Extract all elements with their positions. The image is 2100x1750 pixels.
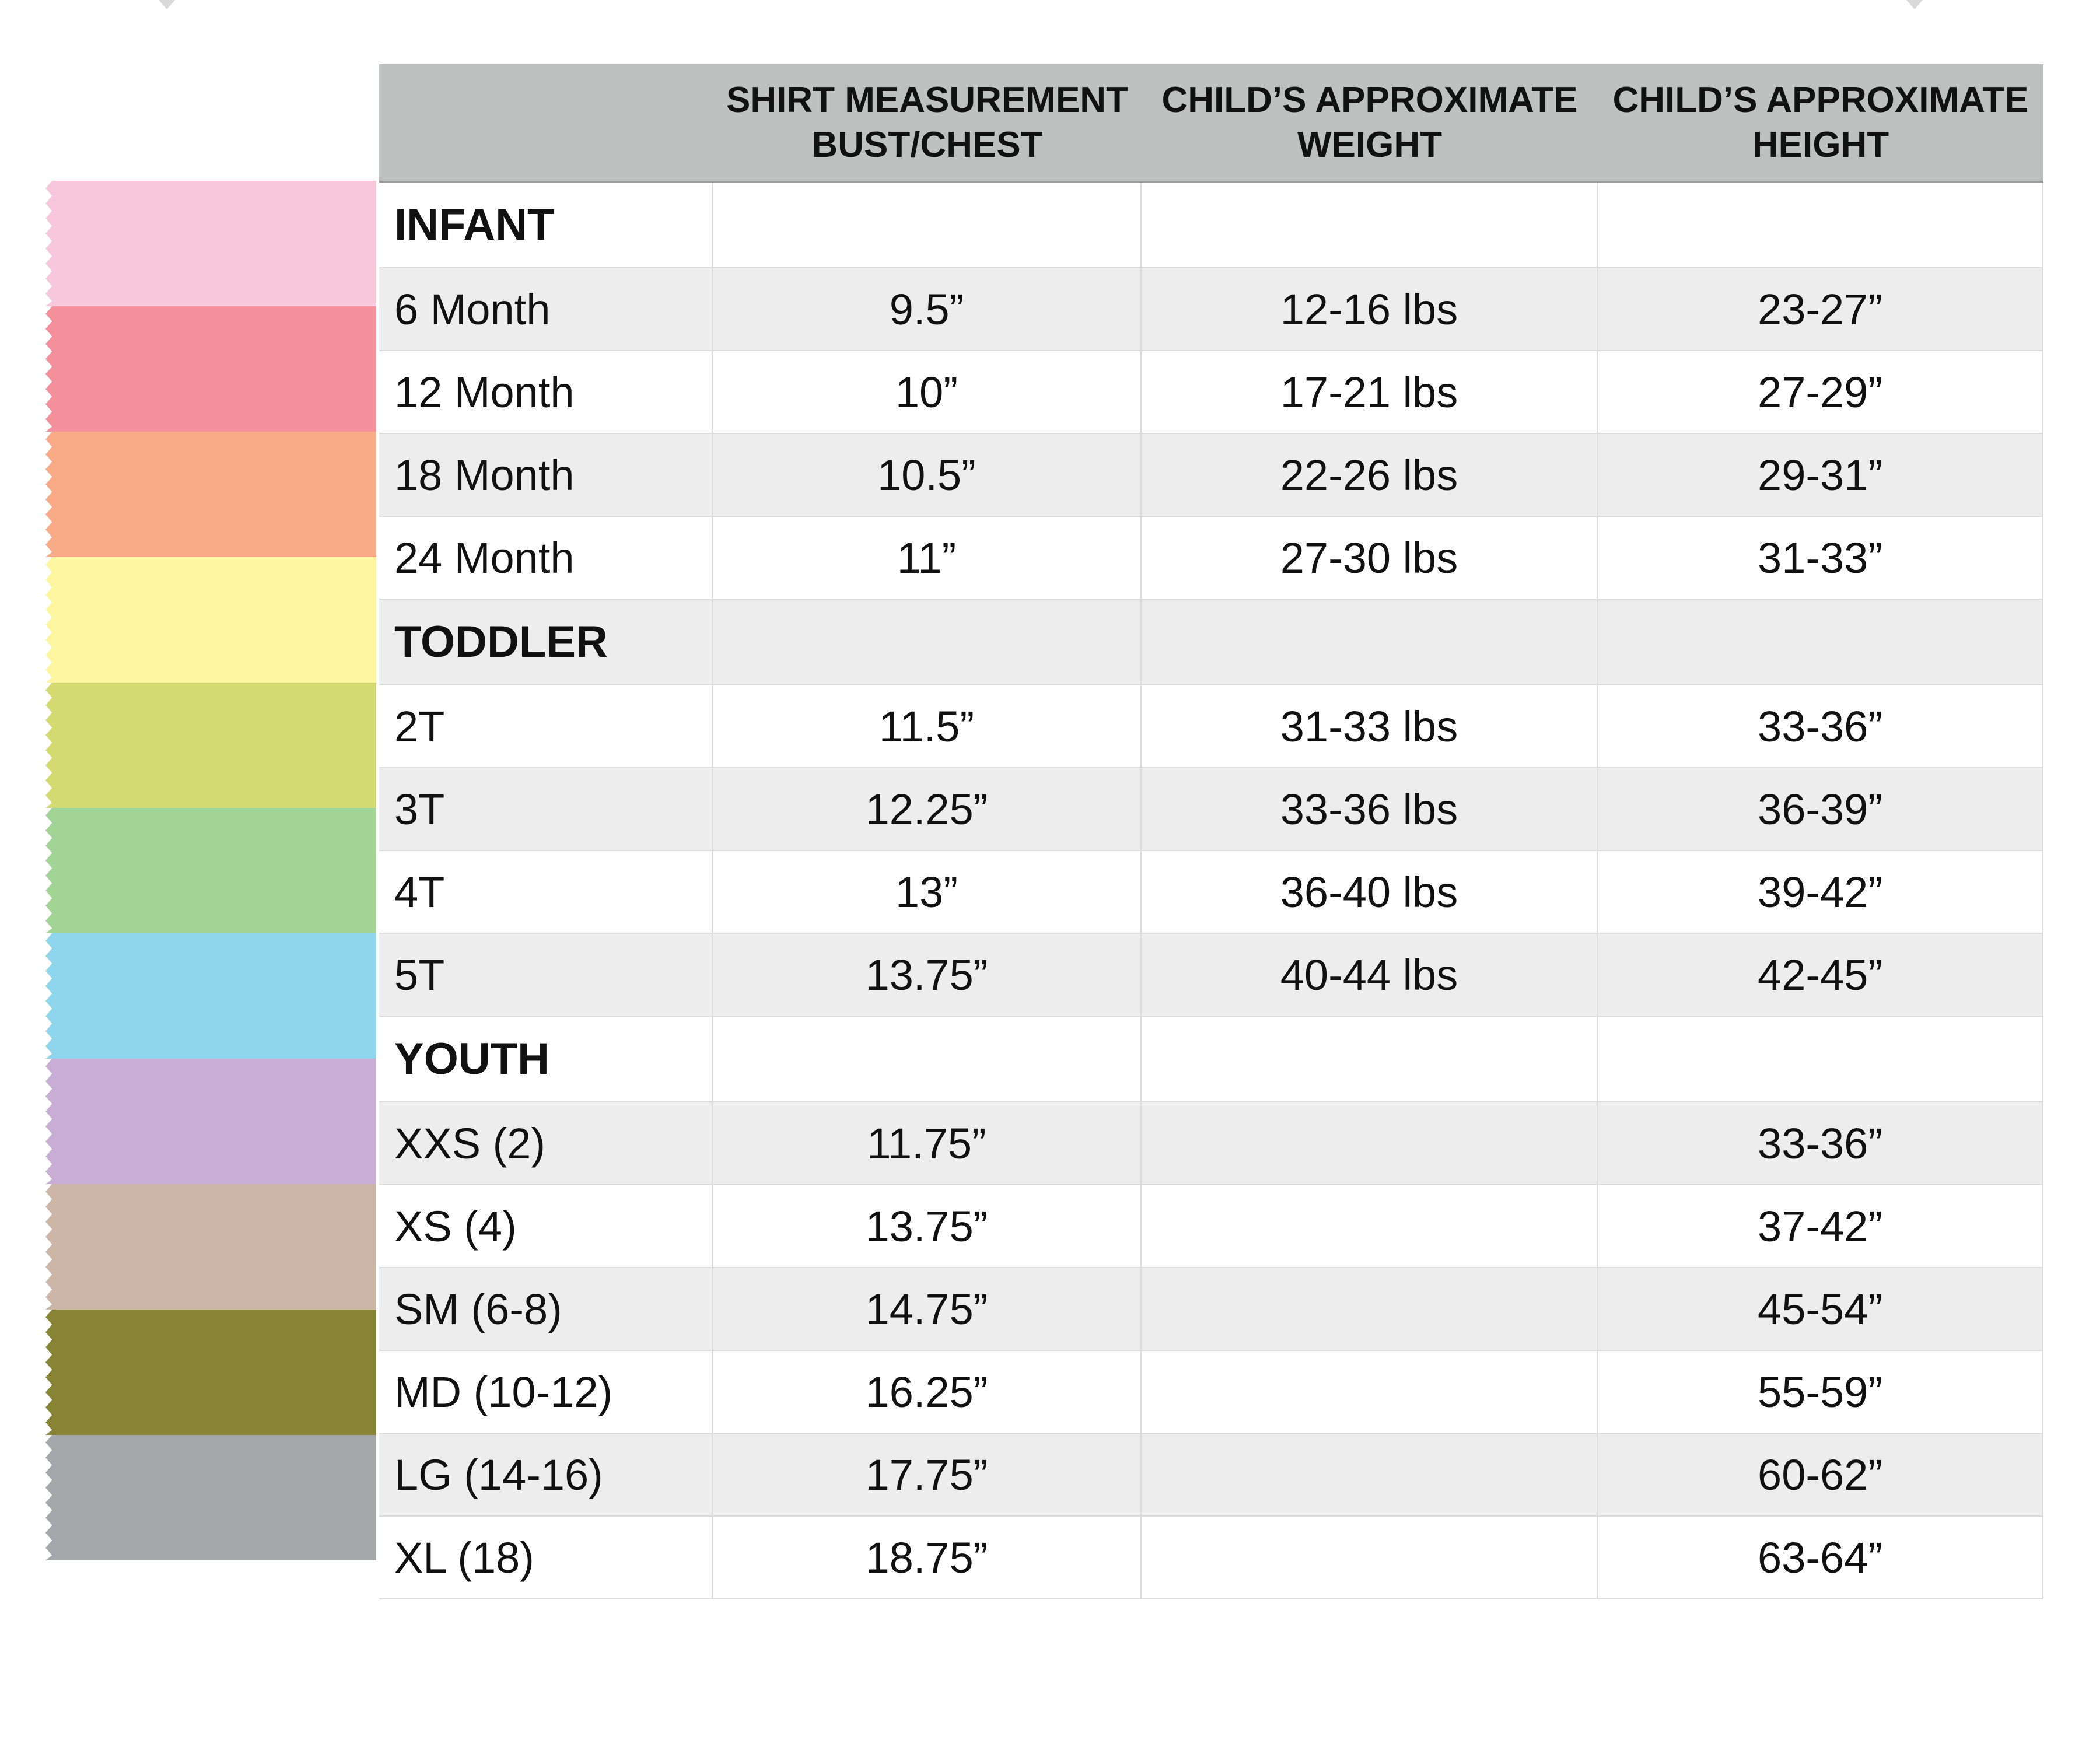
size-cell: XL (18) bbox=[379, 1517, 713, 1598]
table-row bbox=[379, 1102, 2043, 1185]
height-cell: 27-29” bbox=[1598, 351, 2043, 433]
height-cell: 23-27” bbox=[1598, 268, 2043, 350]
table-header bbox=[379, 64, 2043, 183]
weight-cell: 31-33 lbs bbox=[1142, 685, 1598, 767]
header-chest-line1: SHIRT MEASUREMENT bbox=[726, 79, 1128, 120]
height-cell bbox=[1598, 183, 2043, 267]
color-swatch-column bbox=[46, 181, 376, 1572]
header-height-line2: HEIGHT bbox=[1752, 125, 1889, 165]
table-row bbox=[379, 1185, 2043, 1268]
header-weight-line2: WEIGHT bbox=[1297, 125, 1442, 165]
size-cell: LG (14-16) bbox=[379, 1434, 713, 1516]
height-cell: 36-39” bbox=[1598, 768, 2043, 850]
chest-cell: 13” bbox=[713, 851, 1142, 933]
table-row bbox=[379, 268, 2043, 351]
weight-cell: 40-44 lbs bbox=[1142, 934, 1598, 1016]
size-cell: TODDLER bbox=[379, 600, 713, 684]
size-chart-table bbox=[379, 64, 2043, 1600]
chest-cell: 13.75” bbox=[713, 934, 1142, 1016]
table-row bbox=[379, 768, 2043, 851]
size-cell: YOUTH bbox=[379, 1017, 713, 1101]
height-cell: 31-33” bbox=[1598, 517, 2043, 598]
color-swatch bbox=[46, 1435, 376, 1560]
header-height-line1: CHILD’S APPROXIMATE bbox=[1612, 79, 2029, 120]
weight-cell bbox=[1142, 1434, 1598, 1516]
chest-cell: 9.5” bbox=[713, 268, 1142, 350]
height-cell: 63-64” bbox=[1598, 1517, 2043, 1598]
height-cell: 37-42” bbox=[1598, 1185, 2043, 1267]
size-cell: 4T bbox=[379, 851, 713, 933]
height-cell: 29-31” bbox=[1598, 434, 2043, 516]
chest-cell: 14.75” bbox=[713, 1268, 1142, 1350]
height-cell: 45-54” bbox=[1598, 1268, 2043, 1350]
weight-cell: 33-36 lbs bbox=[1142, 768, 1598, 850]
header-height bbox=[1598, 64, 2043, 181]
color-swatch bbox=[46, 557, 376, 682]
height-cell: 60-62” bbox=[1598, 1434, 2043, 1516]
header-chest bbox=[713, 64, 1142, 181]
size-cell: 2T bbox=[379, 685, 713, 767]
color-swatch bbox=[46, 682, 376, 808]
table-section-row bbox=[379, 183, 2043, 268]
header-size bbox=[379, 64, 713, 181]
height-cell: 33-36” bbox=[1598, 685, 2043, 767]
size-cell: XS (4) bbox=[379, 1185, 713, 1267]
weight-cell: 27-30 lbs bbox=[1142, 517, 1598, 598]
height-cell: 42-45” bbox=[1598, 934, 2043, 1016]
weight-cell: 17-21 lbs bbox=[1142, 351, 1598, 433]
color-swatch bbox=[46, 181, 376, 306]
weight-cell bbox=[1142, 600, 1598, 684]
color-swatch bbox=[46, 432, 376, 557]
size-cell: XXS (2) bbox=[379, 1102, 713, 1184]
color-swatch bbox=[46, 1184, 376, 1310]
height-cell: 33-36” bbox=[1598, 1102, 2043, 1184]
chest-cell: 10” bbox=[713, 351, 1142, 433]
chest-cell bbox=[713, 600, 1142, 684]
weight-cell bbox=[1142, 1017, 1598, 1101]
weight-cell bbox=[1142, 1185, 1598, 1267]
chest-cell bbox=[713, 183, 1142, 267]
size-cell: 3T bbox=[379, 768, 713, 850]
size-cell: 5T bbox=[379, 934, 713, 1016]
size-cell: SM (6-8) bbox=[379, 1268, 713, 1350]
table-row bbox=[379, 1351, 2043, 1434]
chest-cell: 13.75” bbox=[713, 1185, 1142, 1267]
size-cell: 24 Month bbox=[379, 517, 713, 598]
height-cell bbox=[1598, 1017, 2043, 1101]
corner-mark-right bbox=[1906, 0, 1923, 9]
corner-mark-left bbox=[159, 0, 175, 9]
header-chest-line2: BUST/CHEST bbox=[811, 125, 1043, 165]
size-cell: 18 Month bbox=[379, 434, 713, 516]
chest-cell: 17.75” bbox=[713, 1434, 1142, 1516]
table-row bbox=[379, 517, 2043, 600]
chest-cell: 10.5” bbox=[713, 434, 1142, 516]
height-cell: 39-42” bbox=[1598, 851, 2043, 933]
size-cell: 6 Month bbox=[379, 268, 713, 350]
weight-cell bbox=[1142, 1351, 1598, 1433]
height-cell: 55-59” bbox=[1598, 1351, 2043, 1433]
chest-cell: 11” bbox=[713, 517, 1142, 598]
color-swatch bbox=[46, 808, 376, 933]
weight-cell bbox=[1142, 1517, 1598, 1598]
table-row bbox=[379, 934, 2043, 1017]
table-section-row bbox=[379, 600, 2043, 685]
size-cell: 12 Month bbox=[379, 351, 713, 433]
table-row bbox=[379, 851, 2043, 934]
weight-cell: 22-26 lbs bbox=[1142, 434, 1598, 516]
chest-cell: 12.25” bbox=[713, 768, 1142, 850]
chest-cell bbox=[713, 1017, 1142, 1101]
weight-cell: 12-16 lbs bbox=[1142, 268, 1598, 350]
table-section-row bbox=[379, 1017, 2043, 1102]
chest-cell: 16.25” bbox=[713, 1351, 1142, 1433]
chest-cell: 11.75” bbox=[713, 1102, 1142, 1184]
size-cell: MD (10-12) bbox=[379, 1351, 713, 1433]
table-row bbox=[379, 1517, 2043, 1600]
color-swatch bbox=[46, 933, 376, 1059]
weight-cell bbox=[1142, 1268, 1598, 1350]
table-row bbox=[379, 1434, 2043, 1517]
color-swatch bbox=[46, 1310, 376, 1435]
color-swatch bbox=[46, 306, 376, 432]
header-weight-line1: CHILD’S APPROXIMATE bbox=[1161, 79, 1578, 120]
chest-cell: 11.5” bbox=[713, 685, 1142, 767]
table-row bbox=[379, 351, 2043, 434]
table-row bbox=[379, 1268, 2043, 1351]
weight-cell bbox=[1142, 183, 1598, 267]
color-swatch bbox=[46, 1059, 376, 1184]
weight-cell: 36-40 lbs bbox=[1142, 851, 1598, 933]
table-row bbox=[379, 434, 2043, 517]
chest-cell: 18.75” bbox=[713, 1517, 1142, 1598]
height-cell bbox=[1598, 600, 2043, 684]
table-row bbox=[379, 685, 2043, 768]
header-weight bbox=[1142, 64, 1598, 181]
size-cell: INFANT bbox=[379, 183, 713, 267]
weight-cell bbox=[1142, 1102, 1598, 1184]
table-body bbox=[379, 183, 2043, 1600]
